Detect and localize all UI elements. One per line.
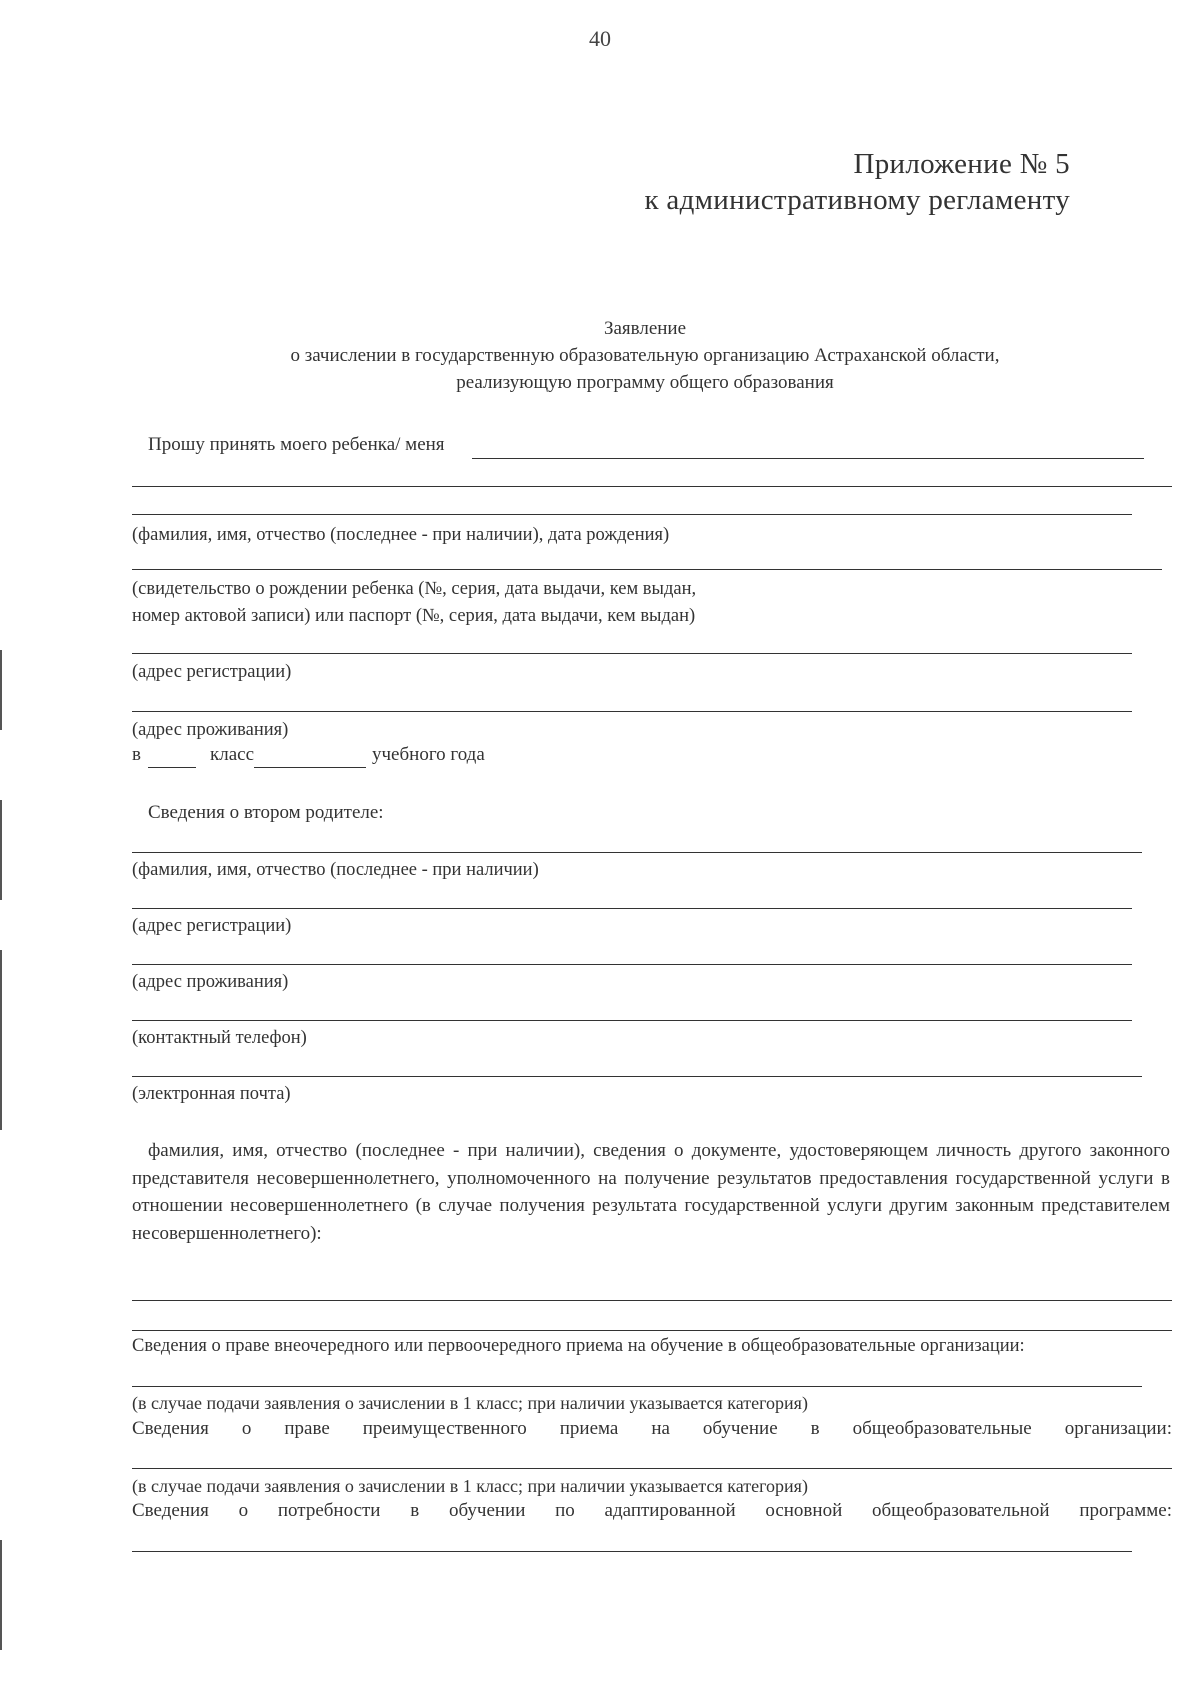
scan-artifact <box>0 800 2 900</box>
parent-reg-field[interactable] <box>132 908 1132 909</box>
class-suffix: учебного года <box>372 744 485 765</box>
adapted-heading: Сведения о потребности в обучении по адаптированной основной общеобразовательной программе: <box>132 1500 1172 1521</box>
caption-category-1: (в случае подачи заявления о зачислении в 1 класс; при наличии указывается категория) <box>132 1393 808 1413</box>
priority-heading: Сведения о праве внеочередного или первоочередного приема на обучение в общеобразовательные организации: <box>132 1336 1025 1356</box>
appendix-reference: к административному регламенту <box>644 184 1070 216</box>
caption-child-name: (фамилия, имя, отчество (последнее - при наличии), дата рождения) <box>132 525 670 545</box>
caption-live-address: (адрес проживания) <box>132 720 289 740</box>
caption-phone: (контактный телефон) <box>132 1028 307 1048</box>
child-name-field-line-3[interactable] <box>132 514 1132 515</box>
adapted-field[interactable] <box>132 1551 1132 1552</box>
caption-reg-address: (адрес регистрации) <box>132 662 292 682</box>
request-text: Прошу принять моего ребенка/ меня <box>148 434 445 455</box>
caption-document-1: (свидетельство о рождении ребенка (№, серия, дата выдачи, кем выдан, <box>132 579 697 599</box>
representative-field-line-2[interactable] <box>132 1330 1172 1331</box>
class-word: класс <box>210 744 255 765</box>
appendix-number: Приложение № 5 <box>853 148 1070 180</box>
phone-field[interactable] <box>132 1020 1132 1021</box>
caption-parent-reg: (адрес регистрации) <box>132 916 292 936</box>
priority-field[interactable] <box>132 1386 1142 1387</box>
caption-parent-live: (адрес проживания) <box>132 972 289 992</box>
caption-document-2: номер актовой записи) или паспорт (№, серия, дата выдачи, кем выдан) <box>132 606 696 626</box>
title-subtitle-2: реализующую программу общего образования <box>456 372 834 393</box>
caption-category-2: (в случае подачи заявления о зачислении в 1 класс; при наличии указывается категория) <box>132 1476 808 1496</box>
school-year-field[interactable] <box>254 767 366 768</box>
child-name-field[interactable] <box>472 458 1144 459</box>
document-title <box>120 315 1170 396</box>
scan-artifact <box>0 650 2 730</box>
caption-email: (электронная почта) <box>132 1084 291 1104</box>
title-heading: Заявление <box>603 318 687 339</box>
class-prefix: в <box>132 744 141 765</box>
live-address-field[interactable] <box>132 711 1132 712</box>
parent-name-field[interactable] <box>132 852 1142 853</box>
class-number-field[interactable] <box>148 767 196 768</box>
page-number: 40 <box>589 26 611 51</box>
caption-parent-name: (фамилия, имя, отчество (последнее - при наличии) <box>132 860 539 880</box>
email-field[interactable] <box>132 1076 1142 1077</box>
preferential-field[interactable] <box>132 1468 1172 1469</box>
parent-live-field[interactable] <box>132 964 1132 965</box>
title-subtitle-1: о зачислении в государственную образовательную организацию Астраханской области, <box>290 345 1000 366</box>
reg-address-field[interactable] <box>132 653 1132 654</box>
preferential-heading: Сведения о праве преимущественного приема на обучение в общеобразовательные организации: <box>132 1418 1172 1439</box>
child-name-field-line-2[interactable] <box>132 486 1172 487</box>
document-field[interactable] <box>132 569 1162 570</box>
scan-artifact <box>0 1540 2 1650</box>
scan-artifact <box>0 950 2 1130</box>
second-parent-heading: Сведения о втором родителе: <box>148 802 384 823</box>
representative-field[interactable] <box>132 1300 1172 1301</box>
representative-paragraph: фамилия, имя, отчество (последнее - при наличии), сведения о документе, удостоверяющем личность другого законного представителя несовершеннолетнего, уполномоченного на получение результатов предоставления государственной услуги в отношении несовершеннолетнего (в случае получения результата государственной услуги другим законным представителем несовершеннолетнего): <box>132 1140 1170 1244</box>
